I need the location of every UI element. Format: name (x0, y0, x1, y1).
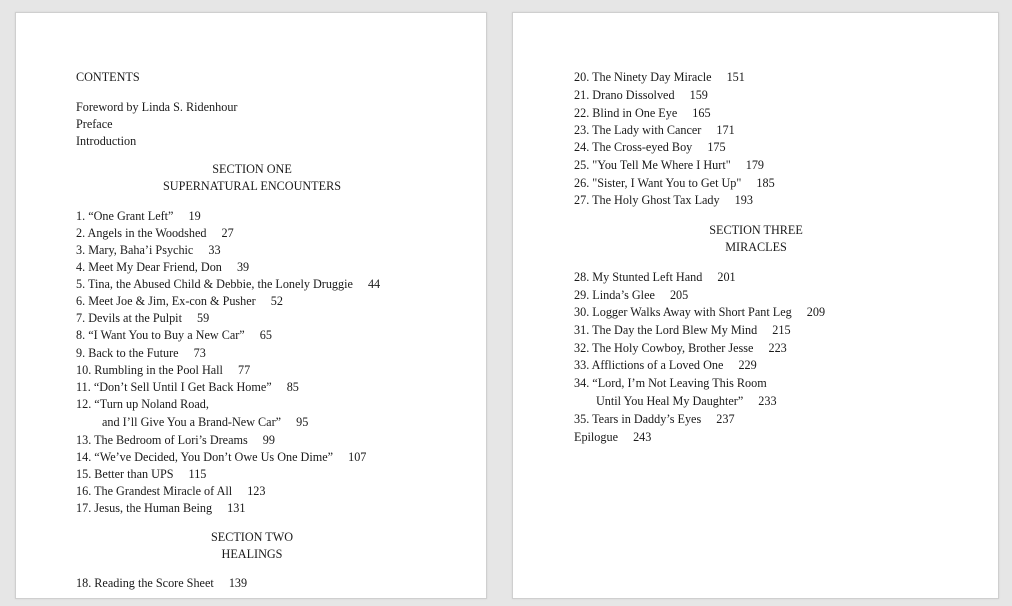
toc-entry (574, 358, 757, 372)
toc-entry-title: Afflictions of a Loved One (591, 358, 724, 372)
toc-entry (574, 123, 735, 137)
toc-entry-number: 24. (574, 140, 590, 154)
toc-entry-page: 209 (806, 305, 826, 319)
toc-entry (574, 412, 735, 426)
toc-entry-number: 35. (574, 412, 590, 426)
toc-entry-title: Epilogue (574, 430, 619, 444)
toc-entry (76, 209, 201, 223)
toc-entry-number: 23. (574, 123, 590, 137)
toc-entry (574, 70, 745, 84)
toc-entry-page: 95 (296, 415, 309, 429)
toc-entry (76, 311, 209, 325)
toc-entry-title: and I’ll Give You a Brand-New Car” (102, 415, 282, 429)
toc-entry-number: 9. (76, 346, 86, 360)
section-two-title: HEALINGS (221, 547, 283, 561)
toc-entry-title: Linda’s Glee (592, 288, 655, 302)
toc-entry-page: 19 (188, 209, 201, 223)
toc-entry-number: 25. (574, 158, 590, 172)
section-three-heading: SECTION THREE (709, 223, 803, 237)
toc-entry-page: 201 (717, 270, 736, 284)
toc-entry-continuation (596, 394, 777, 408)
toc-entry-number: 32. (574, 341, 590, 355)
toc-entry (76, 433, 275, 447)
toc-entry-title: Meet Joe & Jim, Ex-con & Pusher (88, 294, 256, 308)
section-one-heading: SECTION ONE (212, 162, 292, 176)
toc-entry-title: Tina, the Abused Child & Debbie, the Lonely Druggie (87, 277, 353, 291)
toc-entry (574, 140, 726, 154)
toc-entry-page: 131 (227, 501, 246, 515)
toc-entry-page: 205 (669, 288, 689, 302)
toc-entry-page: 243 (633, 430, 652, 444)
toc-entry-number: 31. (574, 323, 590, 337)
toc-entry-number: 13. (76, 433, 92, 447)
toc-entry-page: 233 (758, 394, 777, 408)
foreword-entry: Foreword by Linda S. Ridenhour (76, 100, 238, 114)
toc-entry (574, 288, 688, 302)
toc-entry-title: Rumbling in the Pool Hall (94, 363, 223, 377)
toc-entry-page: 52 (270, 294, 283, 308)
toc-entry-page: 179 (745, 158, 765, 172)
toc-entry-title: "You Tell Me Where I Hurt" (592, 158, 731, 172)
toc-entry-title: Back to the Future (88, 346, 179, 360)
toc-entry-number: 33. (574, 358, 590, 372)
toc-entry-title: “I Want You to Buy a New Car” (88, 328, 245, 342)
toc-entry-page: 175 (707, 140, 726, 154)
toc-entry-title: "Sister, I Want You to Get Up" (592, 176, 742, 190)
toc-entry-page: 223 (768, 341, 787, 355)
toc-entry-number: 8. (76, 328, 86, 342)
toc-entry-title: Better than UPS (94, 467, 174, 481)
toc-entry (76, 363, 250, 377)
toc-entry-title: Blind in One Eye (592, 106, 678, 120)
toc-entry-page: 139 (228, 576, 248, 590)
toc-entry-number: 7. (76, 311, 86, 325)
section-one-title: SUPERNATURAL ENCOUNTERS (163, 179, 341, 193)
section-three-title: MIRACLES (725, 240, 787, 254)
toc-entry (76, 397, 209, 411)
toc-entry-page: 165 (692, 106, 711, 120)
toc-entry-title: The Cross-eyed Boy (592, 140, 693, 154)
toc-entry-number: 10. (76, 363, 92, 377)
toc-entry-number: 16. (76, 484, 92, 498)
toc-entry-title: The Day the Lord Blew My Mind (592, 323, 758, 337)
toc-entry-page: 27 (221, 226, 234, 240)
toc-entry (76, 450, 366, 464)
toc-entry (574, 323, 791, 337)
toc-entry-page: 171 (716, 123, 735, 137)
toc-entry-number: 17. (76, 501, 92, 515)
toc-entry (574, 341, 787, 355)
toc-entry-title: Meet My Dear Friend, Don (88, 260, 222, 274)
toc-entry (574, 305, 825, 319)
toc-entry (76, 277, 380, 291)
toc-entry (574, 193, 753, 207)
toc-entry-title: The Holy Ghost Tax Lady (592, 193, 720, 207)
toc-entry-continuation (102, 415, 308, 429)
toc-entry-title: The Ninety Day Miracle (592, 70, 712, 84)
toc-entry-title: The Holy Cowboy, Brother Jesse (592, 341, 754, 355)
preface-entry: Preface (76, 117, 113, 131)
toc-entry-number: 18. (76, 576, 92, 590)
toc-entry (76, 380, 299, 394)
toc-entry-title: Jesus, the Human Being (94, 501, 213, 515)
toc-entry-number: 14. (76, 450, 92, 464)
contents-heading: CONTENTS (76, 70, 140, 84)
page-right (512, 12, 999, 599)
toc-entry-number: 2. (76, 226, 86, 240)
toc-entry-number: 30. (574, 305, 590, 319)
toc-entry-number: 28. (574, 270, 590, 284)
toc-entry (76, 294, 283, 308)
toc-entry-title: The Grandest Miracle of All (94, 484, 233, 498)
toc-entry-number: 12. (76, 397, 92, 411)
toc-entry-title: Tears in Daddy’s Eyes (592, 412, 702, 426)
toc-entry-page: 33 (208, 243, 221, 257)
toc-entry (76, 243, 221, 257)
toc-entry (574, 270, 736, 284)
toc-entry-number: 26. (574, 176, 590, 190)
toc-entry-title: The Bedroom of Lori’s Dreams (94, 433, 248, 447)
toc-entry-page: 237 (716, 412, 735, 426)
toc-entry-page: 185 (756, 176, 775, 190)
epilogue-entry (574, 430, 651, 444)
introduction-entry: Introduction (76, 134, 137, 148)
toc-entry-page: 107 (348, 450, 367, 464)
toc-entry-title: Drano Dissolved (592, 88, 675, 102)
toc-entry (76, 328, 272, 342)
toc-entry-title: The Lady with Cancer (592, 123, 702, 137)
toc-entry-page: 193 (734, 193, 753, 207)
toc-entry (76, 346, 206, 360)
toc-entry (76, 260, 249, 274)
toc-entry-title: Devils at the Pulpit (88, 311, 182, 325)
toc-entry-number: 5. (76, 277, 86, 291)
toc-entry-title: “One Grant Left” (88, 209, 174, 223)
toc-entry-number: 34. (574, 376, 590, 390)
toc-entry (76, 501, 245, 515)
toc-entry (574, 176, 775, 190)
toc-entry-number: 22. (574, 106, 590, 120)
toc-entry (574, 106, 711, 120)
toc-entry-page: 59 (197, 311, 210, 325)
toc-entry-number: 27. (574, 193, 590, 207)
toc-entry-page: 99 (262, 433, 275, 447)
toc-entry-number: 1. (76, 209, 86, 223)
toc-entry-page: 151 (726, 70, 745, 84)
toc-entry (574, 158, 764, 172)
toc-entry-title: Angels in the Woodshed (87, 226, 207, 240)
toc-entry-page: 39 (236, 260, 250, 274)
toc-entry-page: 123 (247, 484, 266, 498)
toc-entry (76, 484, 265, 498)
toc-entry-page: 65 (259, 328, 272, 342)
toc-entry-number: 20. (574, 70, 590, 84)
toc-entry-page: 73 (193, 346, 206, 360)
page-left (15, 12, 487, 599)
toc-entry (76, 226, 234, 240)
toc-entry-title: “Lord, I’m Not Leaving This Room (592, 376, 767, 390)
toc-entry-page: 159 (689, 88, 708, 102)
toc-entry-page: 229 (738, 358, 757, 372)
toc-entry (574, 376, 767, 390)
toc-entry-number: 3. (76, 243, 86, 257)
toc-entry (574, 88, 708, 102)
toc-entry-title: Logger Walks Away with Short Pant Leg (592, 305, 792, 319)
toc-entry-title: Mary, Baha’i Psychic (88, 243, 194, 257)
toc-entry-number: 29. (574, 288, 590, 302)
toc-entry-page: 115 (188, 467, 207, 481)
toc-entry-number: 11. (76, 380, 91, 394)
toc-entry (76, 467, 206, 481)
toc-entry-title: My Stunted Left Hand (592, 270, 703, 284)
toc-entry-title: Until You Heal My Daughter” (596, 394, 744, 408)
toc-entry-title: “Don’t Sell Until I Get Back Home” (93, 380, 272, 394)
toc-entry-number: 6. (76, 294, 86, 308)
toc-entry-page: 215 (772, 323, 791, 337)
toc-entry-title: Reading the Score Sheet (94, 576, 214, 590)
toc-entry-page: 44 (367, 277, 381, 291)
toc-entry-page: 77 (237, 363, 251, 377)
toc-entry-number: 15. (76, 467, 92, 481)
toc-entry (76, 576, 247, 590)
toc-entry-title: “We’ve Decided, You Don’t Owe Us One Dime” (94, 450, 334, 464)
section-two-heading: SECTION TWO (210, 530, 294, 544)
toc-entry-number: 21. (574, 88, 590, 102)
toc-entry-title: “Turn up Noland Road, (94, 397, 209, 411)
toc-entry-number: 4. (76, 260, 86, 274)
toc-entry-page: 85 (286, 380, 299, 394)
